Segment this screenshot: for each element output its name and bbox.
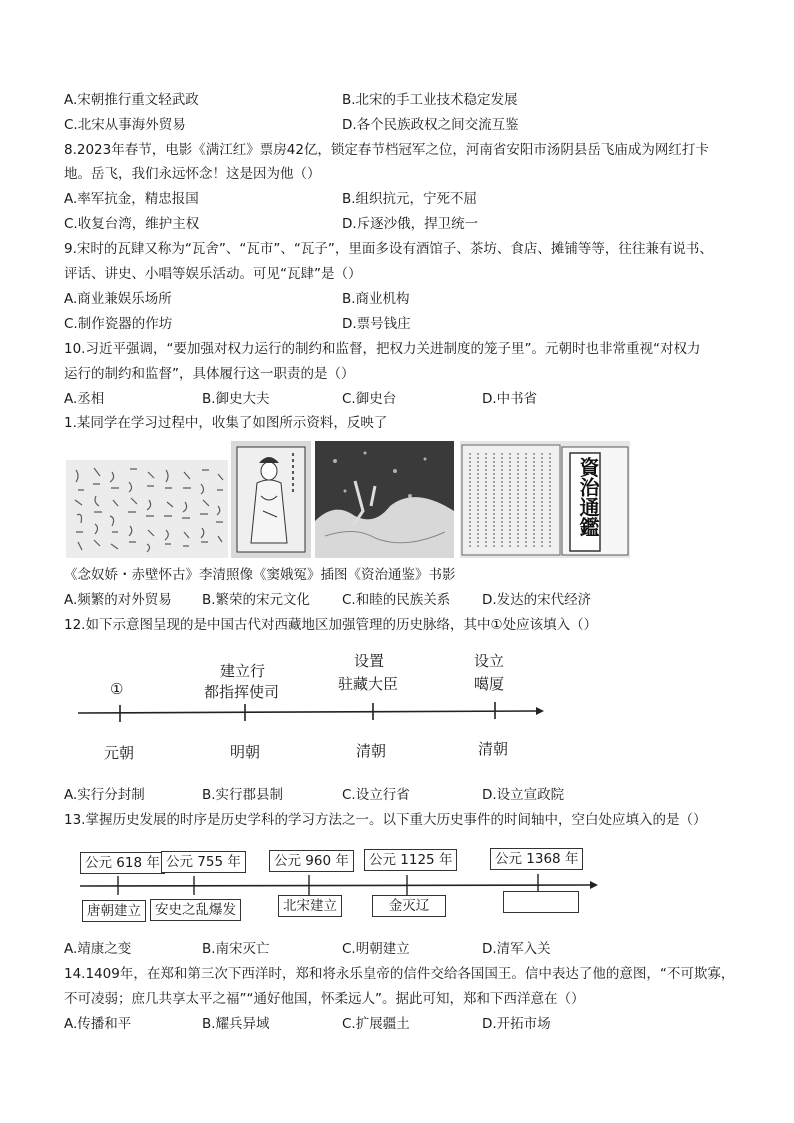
q10-option-b: B.御史大夫	[202, 391, 270, 407]
timeline-qing-event2-line2: 噶厦	[474, 675, 505, 693]
q10-stem-line1: 10.习近平强调，“要加强对权力运行的制约和监督，把权力关进制度的笼子里”。元朝时也非常重视“对权力	[64, 341, 701, 357]
calligraphy-photo	[66, 460, 228, 558]
event-box-blank	[503, 891, 579, 913]
q9-stem-line2: 评话、讲史、小唱等娱乐活动。可见“瓦肆”是（）	[64, 266, 362, 282]
q11-option-d: D.发达的宋代经济	[482, 592, 592, 608]
q12-option-a: A.实行分封制	[64, 787, 145, 803]
q8-stem-line2: 地。岳飞，我们永远怀念！这是因为他（）	[64, 166, 321, 182]
zizhi-tongjian-book-photo	[460, 441, 630, 558]
timeline-ming-event-line2: 都指挥使司	[204, 683, 280, 701]
q11-option-c: C.和睦的民族关系	[342, 592, 451, 608]
q10-stem-line2: 运行的制约和监督”，具体履行这一职责的是（）	[64, 366, 355, 382]
q8-stem-line1: 8.2023年春节，电影《满江红》票房42亿，锁定春节档冠军之位，河南省安阳市汤阴县岳飞庙成为网红打卡	[64, 142, 709, 158]
q7-option-d: D.各个民族政权之间交流互鉴	[342, 117, 519, 133]
q12-option-c: C.设立行省	[342, 787, 410, 803]
dou-e-illustration	[315, 441, 454, 558]
timeline-label-ming: 明朝	[230, 743, 261, 761]
event-box-beisong: 北宋建立	[278, 895, 342, 917]
year-box-755: 公元 755 年	[161, 851, 246, 873]
q11-option-a: A.频繁的对外贸易	[64, 592, 172, 608]
q14-option-a: A.传播和平	[64, 1016, 132, 1032]
q14-option-c: C.扩展疆土	[342, 1016, 410, 1032]
q10-option-d: D.中书省	[482, 391, 538, 407]
q7-option-a: A.宋朝推行重文轻武政	[64, 92, 199, 108]
q10-option-c: C.御史台	[342, 391, 397, 407]
q10-option-a: A.丞相	[64, 391, 105, 407]
timeline-ming-event-line1: 建立行	[220, 662, 266, 680]
timeline-label-qing-2: 清朝	[478, 740, 509, 758]
timeline-qing-event2-line1: 设立	[474, 652, 505, 670]
q13-option-a: A.靖康之变	[64, 941, 132, 957]
q7-option-c: C.北宋从事海外贸易	[64, 117, 186, 133]
event-box-tang: 唐朝建立	[82, 900, 146, 922]
timeline-qing-event1-line2: 驻藏大臣	[338, 675, 399, 693]
event-box-jin: 金灭辽	[372, 895, 446, 917]
li-qingzhao-portrait	[231, 441, 311, 558]
q14-stem-line2: 不可凌弱；庶几共享太平之福”“通好他国，怀柔远人”。据此可知，郑和下西洋意在（）	[64, 991, 585, 1007]
q13-option-b: B.南宋灭亡	[202, 941, 270, 957]
q9-option-c: C.制作瓷器的作坊	[64, 316, 173, 332]
q8-option-b: B.组织抗元，宁死不屈	[342, 191, 478, 207]
q11-option-b: B.繁荣的宋元文化	[202, 592, 311, 608]
q12-stem: 12.如下示意图呈现的是中国古代对西藏地区加强管理的历史脉络，其中①处应该填入（）	[64, 617, 598, 633]
q11-stem: 1.某同学在学习过程中，收集了如图所示资料，反映了	[64, 415, 388, 431]
year-box-1125: 公元 1125 年	[364, 849, 457, 871]
q12-option-b: B.实行郡县制	[202, 787, 284, 803]
q12-option-d: D.设立宣政院	[482, 787, 565, 803]
q13-stem: 13.掌握历史发展的时序是历史学科的学习方法之一。以下重大历史事件的时间轴中，空白处应填入的是（）	[64, 812, 707, 828]
timeline-qing-event1-line1: 设置	[354, 652, 385, 670]
q13-option-c: C.明朝建立	[342, 941, 410, 957]
year-box-960: 公元 960 年	[269, 850, 354, 872]
q14-option-d: D.开拓市场	[482, 1016, 551, 1032]
q8-option-a: A.率军抗金，精忠报国	[64, 191, 199, 207]
year-box-1368: 公元 1368 年	[490, 848, 583, 870]
q9-option-b: B.商业机构	[342, 291, 410, 307]
q8-option-d: D.斥逐沙俄，捍卫统一	[342, 216, 479, 232]
timeline-blank-marker: ①	[110, 680, 124, 698]
q13-option-d: D.清军入关	[482, 941, 551, 957]
q9-option-a: A.商业兼娱乐场所	[64, 291, 172, 307]
q14-option-b: B.耀兵异域	[202, 1016, 270, 1032]
year-box-618: 公元 618 年	[80, 852, 165, 874]
q8-option-c: C.收复台湾，维护主权	[64, 216, 200, 232]
timeline-label-yuan: 元朝	[104, 744, 135, 762]
event-box-anshi: 安史之乱爆发	[150, 899, 241, 921]
timeline-label-qing-1: 清朝	[356, 742, 387, 760]
q14-stem-line1: 14.1409年，在郑和第三次下西洋时，郑和将永乐皇帝的信件交给各国国王。信中表达了他的意图，“不可欺寡，	[64, 966, 735, 982]
q11-photo-caption: 《念奴娇・赤壁怀古》李清照像《窦娥冤》插图《资治通鉴》书影	[64, 567, 456, 583]
tibet-timeline	[60, 640, 560, 780]
q9-stem-line1: 9.宋时的瓦肆又称为“瓦舍”、“瓦市”、“瓦子”，里面多设有酒馆子、茶坊、食店、摊铺等等，往往兼有说书、	[64, 241, 713, 257]
q7-option-b: B.北宋的手工业技术稳定发展	[342, 92, 518, 108]
q9-option-d: D.票号钱庄	[342, 316, 411, 332]
book-title-text: 資治通鑑	[576, 457, 600, 537]
history-timeline	[76, 843, 606, 928]
